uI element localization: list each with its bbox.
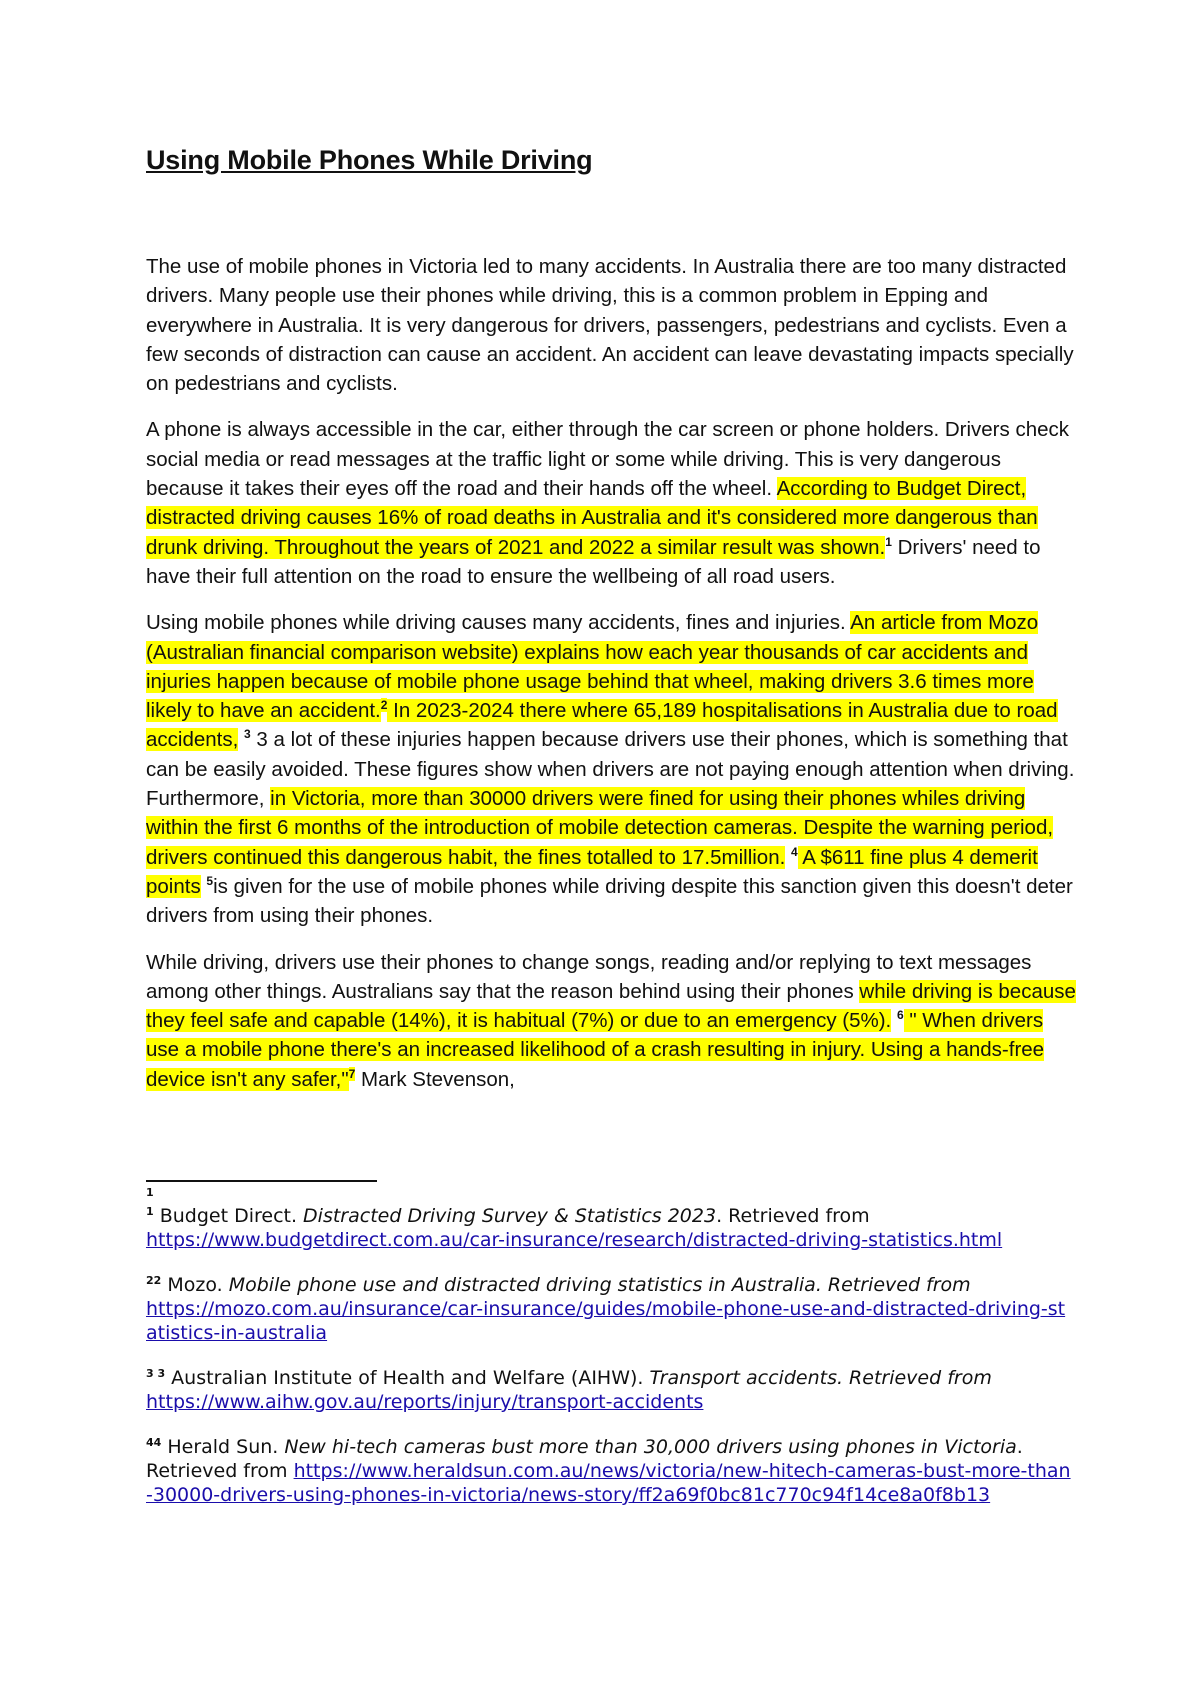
footnote-ref-7[interactable]: 7 [348,1066,356,1081]
footnote-4-title: New hi-tech cameras bust more than 30,000 drivers using phones in Victoria [284,1436,1017,1458]
paragraph-4-text-a: While driving, drivers use their phones to change songs, reading and/or replying to text messages among other things. Australians say that the reason behind using their phones [146,950,1032,1003]
footnote-separator [146,1180,377,1182]
paragraph-2-text-b: Drivers' need to have their full attention on the road to ensure the wellbeing of all road users. [146,535,1041,588]
page-title: Using Mobile Phones While Driving [146,145,593,175]
footnote-1-number: 1 [146,1205,154,1218]
footnote-4-link[interactable]: https://www.heraldsun.com.au/news/victoria/new-hitech-cameras-bust-more-than-30000-drivers-using-phones-in-victoria/news-story/ff2a69f0bc81c770c94f14ce8a0f8b13 [146,1460,1071,1506]
footnote-1-source: Budget Direct. [153,1205,304,1227]
footnote-1-after: . Retrieved from [716,1205,870,1227]
paragraph-4 [146,948,1076,1094]
footnote-4 [146,1435,1076,1507]
paragraph-3-text-a: Using mobile phones while driving causes many accidents, fines and injuries. [146,611,851,635]
footnote-ref-3[interactable]: 3 [244,727,251,742]
footnote-4-after: . Retrieved from [146,1436,1023,1482]
footnote-2-number: 22 [146,1274,162,1287]
highlight-hospitalisations: In 2023-2024 there where 65,189 hospitalisations in Australia due to road accidents, [146,699,1058,752]
footnote-ref-1[interactable]: 1 [885,534,892,549]
paragraph-4-text-b: Mark Stevenson, [355,1067,515,1091]
paragraph-2 [146,415,1076,591]
footnote-3-source: Australian Institute of Health and Welfare (AIHW). [165,1367,650,1389]
highlight-victoria-fines: in Victoria, more than 30000 drivers were fined for using their phones whiles driving within the first 6 months of the introduction of mobile detection cameras. Despite the warning period, drivers continued this dangerous habit, the fines totalled to 17.5million. [146,787,1054,869]
footnote-3-number: 3 3 [146,1367,166,1380]
footnote-ref-4[interactable]: 4 [791,844,798,859]
paragraph-2-text-a: A phone is always accessible in the car, either through the car screen or phone holders. Drivers check social media or read messages at the traffic light or some while driving. This is very dangerous because it takes their eyes off the road and their hands off the wheel. [146,418,1069,501]
footnote-1-title: Distracted Driving Survey & Statistics 2023 [303,1205,717,1227]
footnote-marker: 1 [146,1186,154,1199]
highlight-quote: " When drivers use a mobile phone there's an increased likelihood of a crash resulting in injury. Using a hands-free device isn't any safer," [146,1009,1045,1091]
footnote-2-source: Mozo. [161,1274,229,1296]
footnote-ref-5[interactable]: 5 [206,873,214,888]
highlight-fine-amount: A $611 fine plus 4 demerit points [146,845,1038,898]
footnote-2-link[interactable]: https://mozo.com.au/insurance/car-insurance/guides/mobile-phone-use-and-distracted-driving-statistics-in-australia [146,1298,1066,1344]
paragraph-1: The use of mobile phones in Victoria led to many accidents. In Australia there are too many distracted drivers. Many people use their phones while driving, this is a common problem in Epping and everywhere in Australia. It is very dangerous for drivers, passengers, pedestrians and cyclists. Even a few seconds of distraction can cause an accident. An accident can leave devastating impacts specially on pedestrians and cyclists. [146,255,1074,396]
footnote-1-link[interactable]: https://www.budgetdirect.com.au/car-insurance/research/distracted-driving-statistics.html [146,1229,1003,1251]
paragraph-3-text-c: is given for the use of mobile phones while driving despite this sanction given this doesn't deter drivers from using their phones. [146,874,1073,928]
footnote-3 [146,1366,1076,1414]
footnote-3-link[interactable]: https://www.aihw.gov.au/reports/injury/transport-accidents [146,1391,704,1413]
highlight-budget-direct: According to Budget Direct, distracted driving causes 16% of road deaths in Australia and it's considered more dangerous than drunk driving. Throughout the years of 2021 and 2022 a similar result was shown. [146,477,1038,559]
document-body [146,252,1076,1111]
footnote-1 [146,1204,1076,1252]
footnote-2-title: Mobile phone use and distracted driving statistics in Australia. Retrieved from [228,1274,971,1296]
paragraph-3-text-b: 3 a lot of these injuries happen because drivers use their phones, which is something that can be easily avoided. These figures show when drivers are not paying enough attention when driving. Furthermore, [146,728,1075,811]
highlight-reasons: while driving is because they feel safe and capable (14%), it is habitual (7%) or due to an emergency (5%). [146,979,1076,1033]
paragraph-3 [146,608,1076,930]
highlight-mozo: An article from Mozo (Australian financial comparison website) explains how each year thousands of car accidents and injuries happen because of mobile phone usage behind that wheel, making drivers 3.6 times more likely to have an accident. [146,611,1039,723]
footnote-4-number: 44 [146,1436,162,1449]
footnotes [146,1186,1076,1528]
footnote-ref-2[interactable]: 2 [380,698,388,713]
footnote-3-title: Transport accidents. Retrieved from [649,1367,992,1389]
footnote-2 [146,1273,1076,1345]
footnote-4-source: Herald Sun. [161,1436,285,1458]
footnote-ref-6[interactable]: 6 [896,1008,904,1023]
